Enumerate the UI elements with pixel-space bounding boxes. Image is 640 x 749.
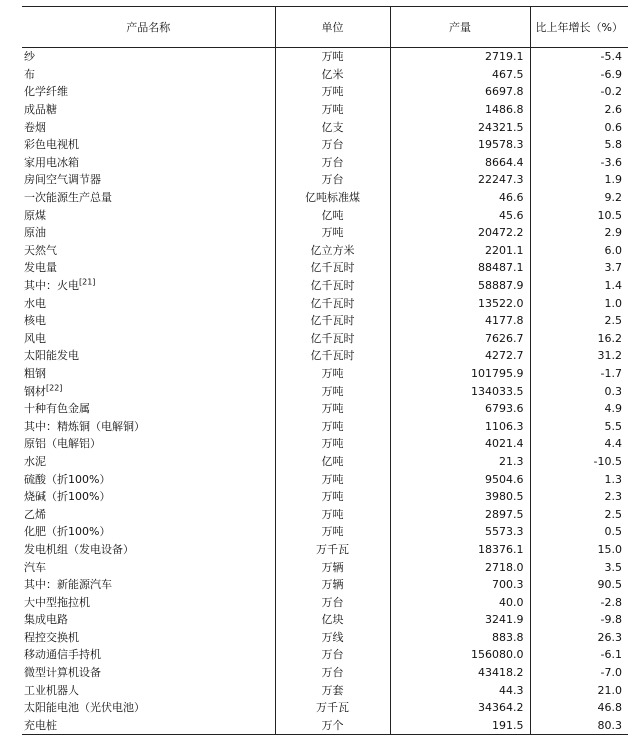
unit: 亿千瓦时 <box>275 277 390 295</box>
unit: 亿千瓦时 <box>275 330 390 348</box>
output-value: 9504.6 <box>390 470 530 488</box>
table-row <box>22 681 628 699</box>
table-row <box>22 558 628 576</box>
product-name: 布 <box>24 67 35 81</box>
header-growth: 比上年增长（%） <box>530 7 628 48</box>
output-value: 191.5 <box>390 717 530 735</box>
growth-value: 5.5 <box>530 417 628 435</box>
growth-value: 2.9 <box>530 224 628 242</box>
product-name: 成品糖 <box>24 103 57 117</box>
product-name: 原铝（电解铝） <box>24 437 101 451</box>
unit: 亿块 <box>275 611 390 629</box>
growth-value: 0.3 <box>530 382 628 400</box>
growth-value: 80.3 <box>530 717 628 735</box>
output-value: 134033.5 <box>390 382 530 400</box>
table-row <box>22 136 628 154</box>
output-value: 8664.4 <box>390 154 530 172</box>
product-name: 工业机器人 <box>24 683 79 697</box>
product-name: 充电桩 <box>22 717 275 735</box>
table-row <box>22 541 628 559</box>
product-name: 微型计算机设备 <box>24 666 101 680</box>
table-row <box>22 206 628 224</box>
unit: 万吨 <box>275 505 390 523</box>
product-name-cell <box>22 277 275 295</box>
growth-value: -10.5 <box>530 453 628 471</box>
growth-value: -5.4 <box>530 48 628 66</box>
unit: 万吨 <box>275 83 390 101</box>
product-name: 核电 <box>24 314 46 328</box>
table-row <box>22 453 628 471</box>
unit: 亿千瓦时 <box>275 347 390 365</box>
growth-value: 1.4 <box>530 277 628 295</box>
table-row <box>22 118 628 136</box>
product-name: 房间空气调节器 <box>24 173 101 187</box>
product-name: 一次能源生产总量 <box>24 191 112 205</box>
table-row <box>22 66 628 84</box>
table-row <box>22 382 628 400</box>
output-value: 7626.7 <box>390 330 530 348</box>
table-row <box>22 294 628 312</box>
product-name: 大中型拖拉机 <box>24 595 90 609</box>
output-value: 4021.4 <box>390 435 530 453</box>
output-value: 1486.8 <box>390 101 530 119</box>
product-name: 十种有色金属 <box>24 402 90 416</box>
product-name: 精炼铜（电解铜） <box>57 419 145 433</box>
unit: 万套 <box>275 681 390 699</box>
table-row <box>22 488 628 506</box>
output-value: 46.6 <box>390 189 530 207</box>
unit: 万千瓦 <box>275 541 390 559</box>
product-name: 乙烯 <box>24 507 46 521</box>
product-name-cell <box>22 576 275 594</box>
unit: 亿吨 <box>275 206 390 224</box>
unit: 万吨 <box>275 101 390 119</box>
growth-value: 2.5 <box>530 312 628 330</box>
header-unit: 单位 <box>275 7 390 48</box>
growth-value: 2.5 <box>530 505 628 523</box>
header-name: 产品名称 <box>22 7 275 48</box>
output-value: 2719.1 <box>390 48 530 66</box>
growth-value: -3.6 <box>530 154 628 172</box>
output-value: 40.0 <box>390 593 530 611</box>
unit: 万吨 <box>275 435 390 453</box>
subitem-prefix: 其中： <box>24 578 57 592</box>
table-row <box>22 717 628 735</box>
growth-value: 3.7 <box>530 259 628 277</box>
output-value: 13522.0 <box>390 294 530 312</box>
product-name: 化肥（折100%） <box>24 525 111 539</box>
table-row <box>22 189 628 207</box>
output-value: 88487.1 <box>390 259 530 277</box>
product-name: 硫酸（折100%） <box>24 472 111 486</box>
output-value: 2718.0 <box>390 558 530 576</box>
product-name: 原煤 <box>24 208 46 222</box>
output-value: 44.3 <box>390 681 530 699</box>
table-row <box>22 101 628 119</box>
output-value: 34364.2 <box>390 699 530 717</box>
product-name: 钢材 <box>24 384 46 398</box>
growth-value: 16.2 <box>530 330 628 348</box>
product-name: 化学纤维 <box>24 85 68 99</box>
growth-value: 5.8 <box>530 136 628 154</box>
product-name: 太阳能发电 <box>24 349 79 363</box>
unit: 亿千瓦时 <box>275 259 390 277</box>
unit: 万辆 <box>275 558 390 576</box>
subitem-prefix: 其中： <box>24 279 57 293</box>
table-row <box>22 83 628 101</box>
unit: 万吨 <box>275 470 390 488</box>
growth-value: -1.7 <box>530 365 628 383</box>
table-row <box>22 347 628 365</box>
table-row <box>22 646 628 664</box>
unit: 万台 <box>275 593 390 611</box>
output-value: 24321.5 <box>390 118 530 136</box>
growth-value: 4.4 <box>530 435 628 453</box>
growth-value: 0.6 <box>530 118 628 136</box>
product-name: 水泥 <box>24 454 46 468</box>
growth-value: 2.6 <box>530 101 628 119</box>
product-name-cell <box>22 417 275 435</box>
product-name: 卷烟 <box>24 120 46 134</box>
unit: 万线 <box>275 629 390 647</box>
output-value: 883.8 <box>390 629 530 647</box>
unit: 亿千瓦时 <box>275 312 390 330</box>
table-row <box>22 629 628 647</box>
unit: 万吨 <box>275 523 390 541</box>
growth-value: 10.5 <box>530 206 628 224</box>
unit: 万千瓦 <box>275 699 390 717</box>
product-name: 新能源汽车 <box>57 578 112 592</box>
output-value: 45.6 <box>390 206 530 224</box>
table-row <box>22 259 628 277</box>
product-name: 水电 <box>24 296 46 310</box>
table-row <box>22 277 628 295</box>
growth-value: 46.8 <box>530 699 628 717</box>
output-value: 3980.5 <box>390 488 530 506</box>
table-row <box>22 664 628 682</box>
unit: 万吨 <box>275 488 390 506</box>
output-value: 101795.9 <box>390 365 530 383</box>
unit: 万吨 <box>275 224 390 242</box>
product-name: 汽车 <box>24 560 46 574</box>
unit: 万吨 <box>275 365 390 383</box>
product-name: 太阳能电池（光伏电池） <box>24 701 145 715</box>
unit: 亿吨标准煤 <box>275 189 390 207</box>
output-value: 58887.9 <box>390 277 530 295</box>
growth-value: 4.9 <box>530 400 628 418</box>
unit: 亿米 <box>275 66 390 84</box>
output-value: 2897.5 <box>390 505 530 523</box>
growth-value: 21.0 <box>530 681 628 699</box>
product-name: 发电机组（发电设备） <box>24 542 134 556</box>
table-row <box>22 611 628 629</box>
table-row <box>22 435 628 453</box>
output-value: 467.5 <box>390 66 530 84</box>
output-value: 18376.1 <box>390 541 530 559</box>
growth-value: -2.8 <box>530 593 628 611</box>
header-row <box>22 7 628 48</box>
product-name: 风电 <box>24 331 46 345</box>
growth-value: 1.9 <box>530 171 628 189</box>
growth-value: 1.3 <box>530 470 628 488</box>
output-value: 6697.8 <box>390 83 530 101</box>
table-row <box>22 523 628 541</box>
footnote-ref: [22] <box>46 382 63 392</box>
growth-value: -6.9 <box>530 66 628 84</box>
table-row <box>22 400 628 418</box>
unit: 万吨 <box>275 417 390 435</box>
unit: 万辆 <box>275 576 390 594</box>
table-row <box>22 576 628 594</box>
subitem-prefix: 其中： <box>24 419 57 433</box>
product-name: 程控交换机 <box>24 630 79 644</box>
output-value: 4272.7 <box>390 347 530 365</box>
product-name: 集成电路 <box>24 613 68 627</box>
output-value: 22247.3 <box>390 171 530 189</box>
product-name: 家用电冰箱 <box>24 155 79 169</box>
product-name: 移动通信手持机 <box>24 648 101 662</box>
output-value: 3241.9 <box>390 611 530 629</box>
product-name-cell <box>22 382 275 400</box>
growth-value: 9.2 <box>530 189 628 207</box>
output-value: 20472.2 <box>390 224 530 242</box>
growth-value: -6.1 <box>530 646 628 664</box>
unit: 万个 <box>275 717 390 735</box>
unit: 亿立方米 <box>275 242 390 260</box>
growth-value: 26.3 <box>530 629 628 647</box>
unit: 万台 <box>275 646 390 664</box>
unit: 万台 <box>275 664 390 682</box>
growth-value: 0.5 <box>530 523 628 541</box>
table-row <box>22 593 628 611</box>
unit: 亿吨 <box>275 453 390 471</box>
unit: 万吨 <box>275 400 390 418</box>
unit: 万台 <box>275 154 390 172</box>
product-name: 原油 <box>24 226 46 240</box>
product-name: 粗钢 <box>24 366 46 380</box>
table-row <box>22 330 628 348</box>
growth-value: 1.0 <box>530 294 628 312</box>
growth-value: 31.2 <box>530 347 628 365</box>
output-value: 6793.6 <box>390 400 530 418</box>
unit: 亿支 <box>275 118 390 136</box>
header-output: 产量 <box>390 7 530 48</box>
product-name: 彩色电视机 <box>24 138 79 152</box>
unit: 亿千瓦时 <box>275 294 390 312</box>
product-name: 烧碱（折100%） <box>24 490 111 504</box>
output-value: 43418.2 <box>390 664 530 682</box>
growth-value: 90.5 <box>530 576 628 594</box>
table-row <box>22 470 628 488</box>
growth-value: 2.3 <box>530 488 628 506</box>
unit: 万吨 <box>275 48 390 66</box>
table-row <box>22 417 628 435</box>
product-name: 发电量 <box>24 261 57 275</box>
growth-value: 3.5 <box>530 558 628 576</box>
table-row <box>22 154 628 172</box>
unit: 万台 <box>275 136 390 154</box>
output-value: 156080.0 <box>390 646 530 664</box>
output-value: 19578.3 <box>390 136 530 154</box>
output-value: 1106.3 <box>390 417 530 435</box>
growth-value: -0.2 <box>530 83 628 101</box>
unit: 万台 <box>275 171 390 189</box>
output-value: 21.3 <box>390 453 530 471</box>
table-row <box>22 171 628 189</box>
output-value: 700.3 <box>390 576 530 594</box>
footnote-ref: [21] <box>79 277 96 287</box>
growth-value: -9.8 <box>530 611 628 629</box>
product-name: 纱 <box>24 50 35 64</box>
table-row <box>22 48 628 66</box>
output-value: 5573.3 <box>390 523 530 541</box>
table-row <box>22 505 628 523</box>
output-value: 2201.1 <box>390 242 530 260</box>
product-name: 天然气 <box>24 243 57 257</box>
growth-value: 6.0 <box>530 242 628 260</box>
production-table <box>22 6 628 735</box>
table-row <box>22 224 628 242</box>
unit: 万吨 <box>275 382 390 400</box>
table-row <box>22 242 628 260</box>
growth-value: 15.0 <box>530 541 628 559</box>
table-row <box>22 312 628 330</box>
table-row <box>22 699 628 717</box>
growth-value: -7.0 <box>530 664 628 682</box>
table-row <box>22 365 628 383</box>
output-value: 4177.8 <box>390 312 530 330</box>
product-name: 火电 <box>57 279 79 293</box>
